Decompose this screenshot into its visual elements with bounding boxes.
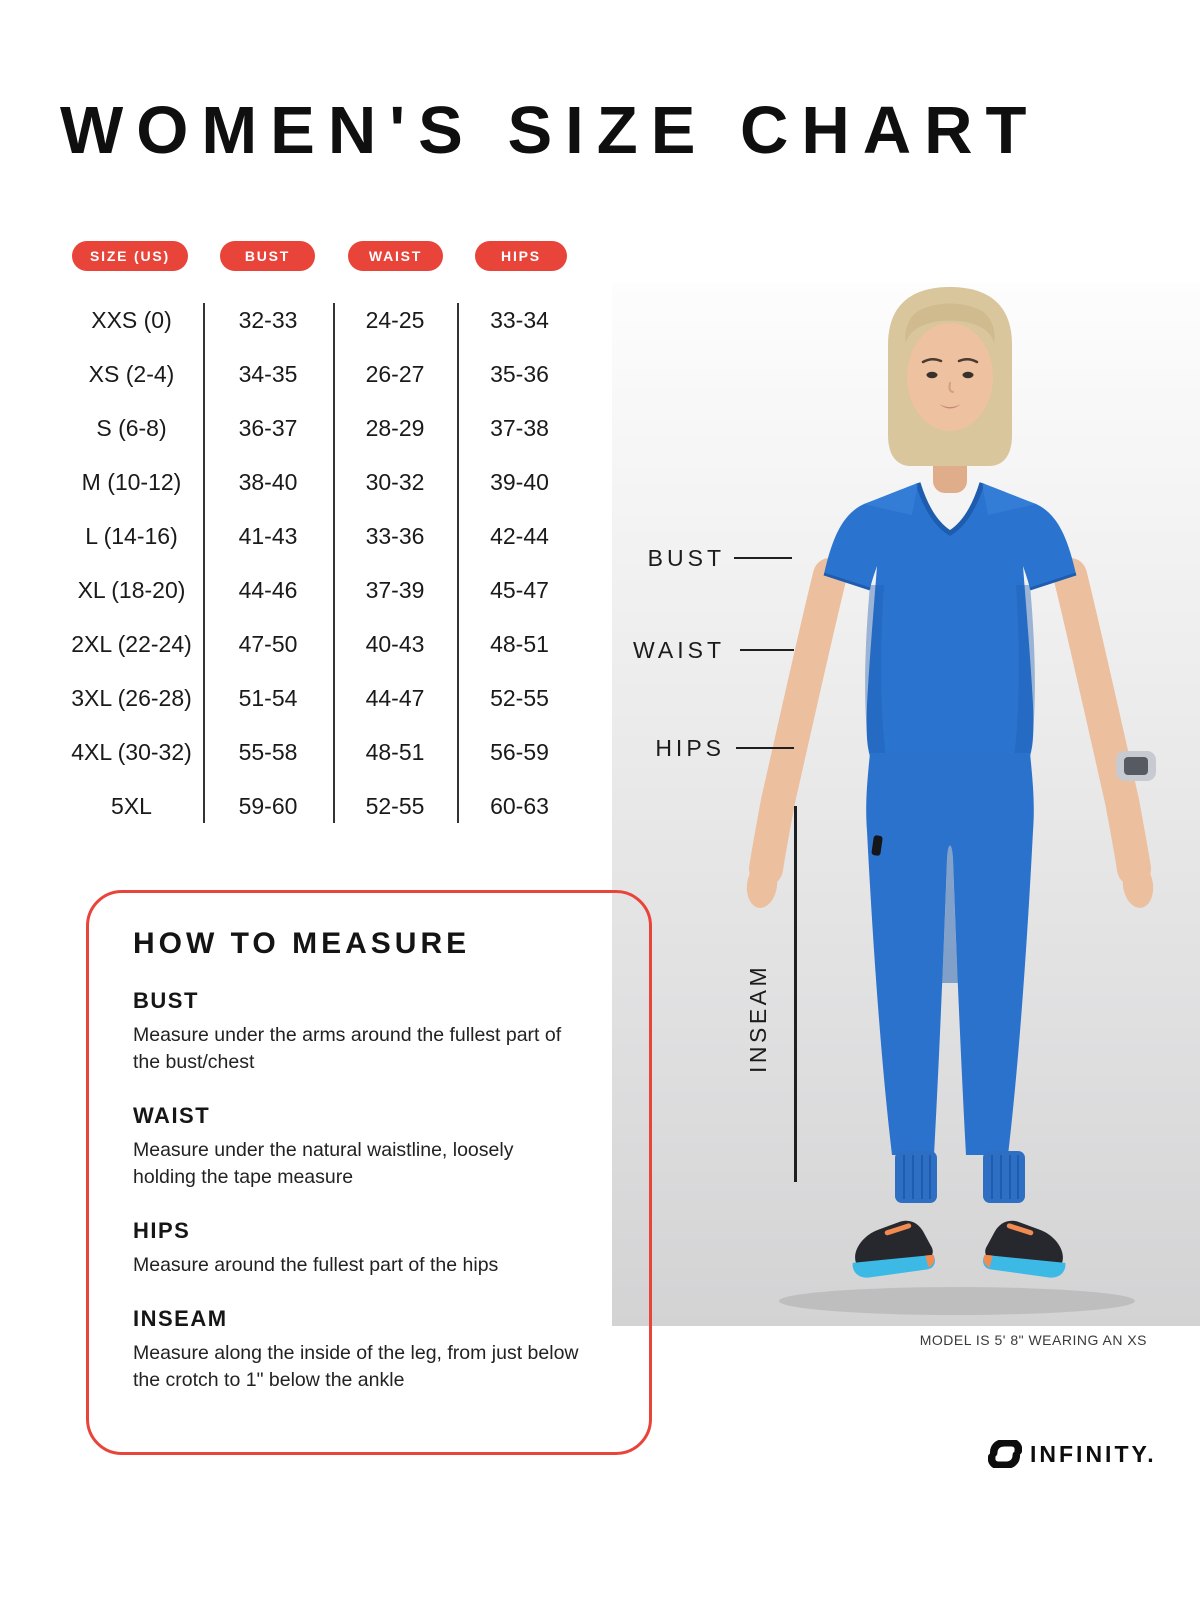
measure-section-inseam [133, 1306, 579, 1394]
waist-indicator-line [740, 649, 794, 651]
table-row [60, 513, 582, 559]
waist-cell: 33-36 [365, 522, 425, 549]
bust-cell: 38-40 [238, 468, 298, 495]
hips-cell: 48-51 [490, 630, 549, 657]
bust-cell: 47-50 [238, 630, 298, 657]
waist-cell: 40-43 [365, 630, 425, 657]
size-cell: S (6-8) [96, 414, 167, 441]
waist-cell: 48-51 [365, 738, 425, 765]
measure-section-waist [133, 1103, 579, 1191]
model-photo [612, 283, 1200, 1326]
measure-section-hips [133, 1218, 579, 1279]
measure-section-label: HIPS [133, 1218, 191, 1243]
page-title: WOMEN'S SIZE CHART [60, 93, 1040, 168]
size-cell: 3XL (26-28) [71, 684, 192, 711]
table-row [60, 729, 582, 775]
inseam-indicator-line [794, 806, 797, 1182]
table-row [60, 459, 582, 505]
measure-section-text: Measure around the fullest part of the hips [133, 1254, 499, 1276]
table-divider [333, 303, 335, 823]
table-divider [203, 303, 205, 823]
column-header-hips: HIPS [475, 241, 567, 271]
hips-indicator-line [736, 747, 794, 749]
waist-cell: 44-47 [365, 684, 425, 711]
bust-indicator-line [734, 557, 792, 559]
measure-section-text: Measure along the inside of the leg, from just below the crotch to 1" below the ankle [133, 1342, 579, 1391]
table-row [60, 783, 582, 829]
hips-cell: 45-47 [490, 576, 549, 603]
bust-cell: 41-43 [238, 522, 298, 549]
infinity-logo-icon [988, 1440, 1022, 1468]
bust-cell: 59-60 [238, 792, 298, 819]
hips-cell: 52-55 [490, 684, 549, 711]
size-cell: M (10-12) [81, 468, 182, 495]
model-illustration [612, 283, 1200, 1326]
column-header-size: SIZE (US) [72, 241, 188, 271]
hips-cell: 56-59 [490, 738, 549, 765]
hips-cell: 33-34 [490, 306, 549, 333]
table-row [60, 351, 582, 397]
bust-cell: 34-35 [238, 360, 298, 387]
bust-cell: 55-58 [238, 738, 298, 765]
waist-cell: 37-39 [365, 576, 425, 603]
how-to-measure-heading: HOW TO MEASURE [133, 927, 471, 960]
hips-cell: 39-40 [490, 468, 549, 495]
measure-section-bust [133, 988, 579, 1076]
table-row [60, 675, 582, 721]
inseam-annotation-label: INSEAM [745, 963, 771, 1073]
waist-cell: 28-29 [365, 414, 425, 441]
hips-annotation-label: HIPS [655, 735, 725, 761]
measure-section-text: Measure under the arms around the fullest part of the bust/chest [133, 1024, 562, 1073]
brand-logo-text: INFINITY. [1030, 1440, 1157, 1467]
table-row [60, 621, 582, 667]
measure-section-text: Measure under the natural waistline, loosely holding the tape measure [133, 1139, 514, 1188]
bust-cell: 51-54 [238, 684, 298, 711]
table-row [60, 567, 582, 613]
how-to-measure-box [86, 890, 652, 1455]
bust-cell: 32-33 [238, 306, 298, 333]
hips-cell: 60-63 [490, 792, 549, 819]
table-row [60, 297, 582, 343]
size-cell: XXS (0) [91, 306, 172, 333]
bust-cell: 36-37 [238, 414, 298, 441]
size-cell: L (14-16) [85, 522, 178, 549]
size-cell: XL (18-20) [77, 576, 186, 603]
hips-cell: 37-38 [490, 414, 549, 441]
hips-cell: 42-44 [490, 522, 549, 549]
size-table [60, 297, 582, 829]
bust-annotation-label: BUST [647, 545, 725, 571]
measure-section-label: INSEAM [133, 1306, 228, 1331]
column-header-waist: WAIST [348, 241, 443, 271]
column-header-bust: BUST [220, 241, 315, 271]
measure-section-label: BUST [133, 988, 199, 1013]
waist-cell: 30-32 [365, 468, 425, 495]
hips-cell: 35-36 [490, 360, 549, 387]
waist-cell: 26-27 [365, 360, 425, 387]
table-divider [457, 303, 459, 823]
size-cell: XS (2-4) [88, 360, 175, 387]
waist-cell: 24-25 [365, 306, 425, 333]
size-cell: 4XL (30-32) [71, 738, 192, 765]
size-cell: 2XL (22-24) [71, 630, 192, 657]
waist-cell: 52-55 [365, 792, 425, 819]
bust-cell: 44-46 [238, 576, 298, 603]
table-row [60, 405, 582, 451]
size-cell: 5XL [111, 792, 152, 819]
brand-logo [988, 1440, 1157, 1468]
measure-section-label: WAIST [133, 1103, 211, 1128]
model-caption: MODEL IS 5' 8" WEARING AN XS [919, 1332, 1147, 1348]
waist-annotation-label: WAIST [633, 637, 725, 663]
